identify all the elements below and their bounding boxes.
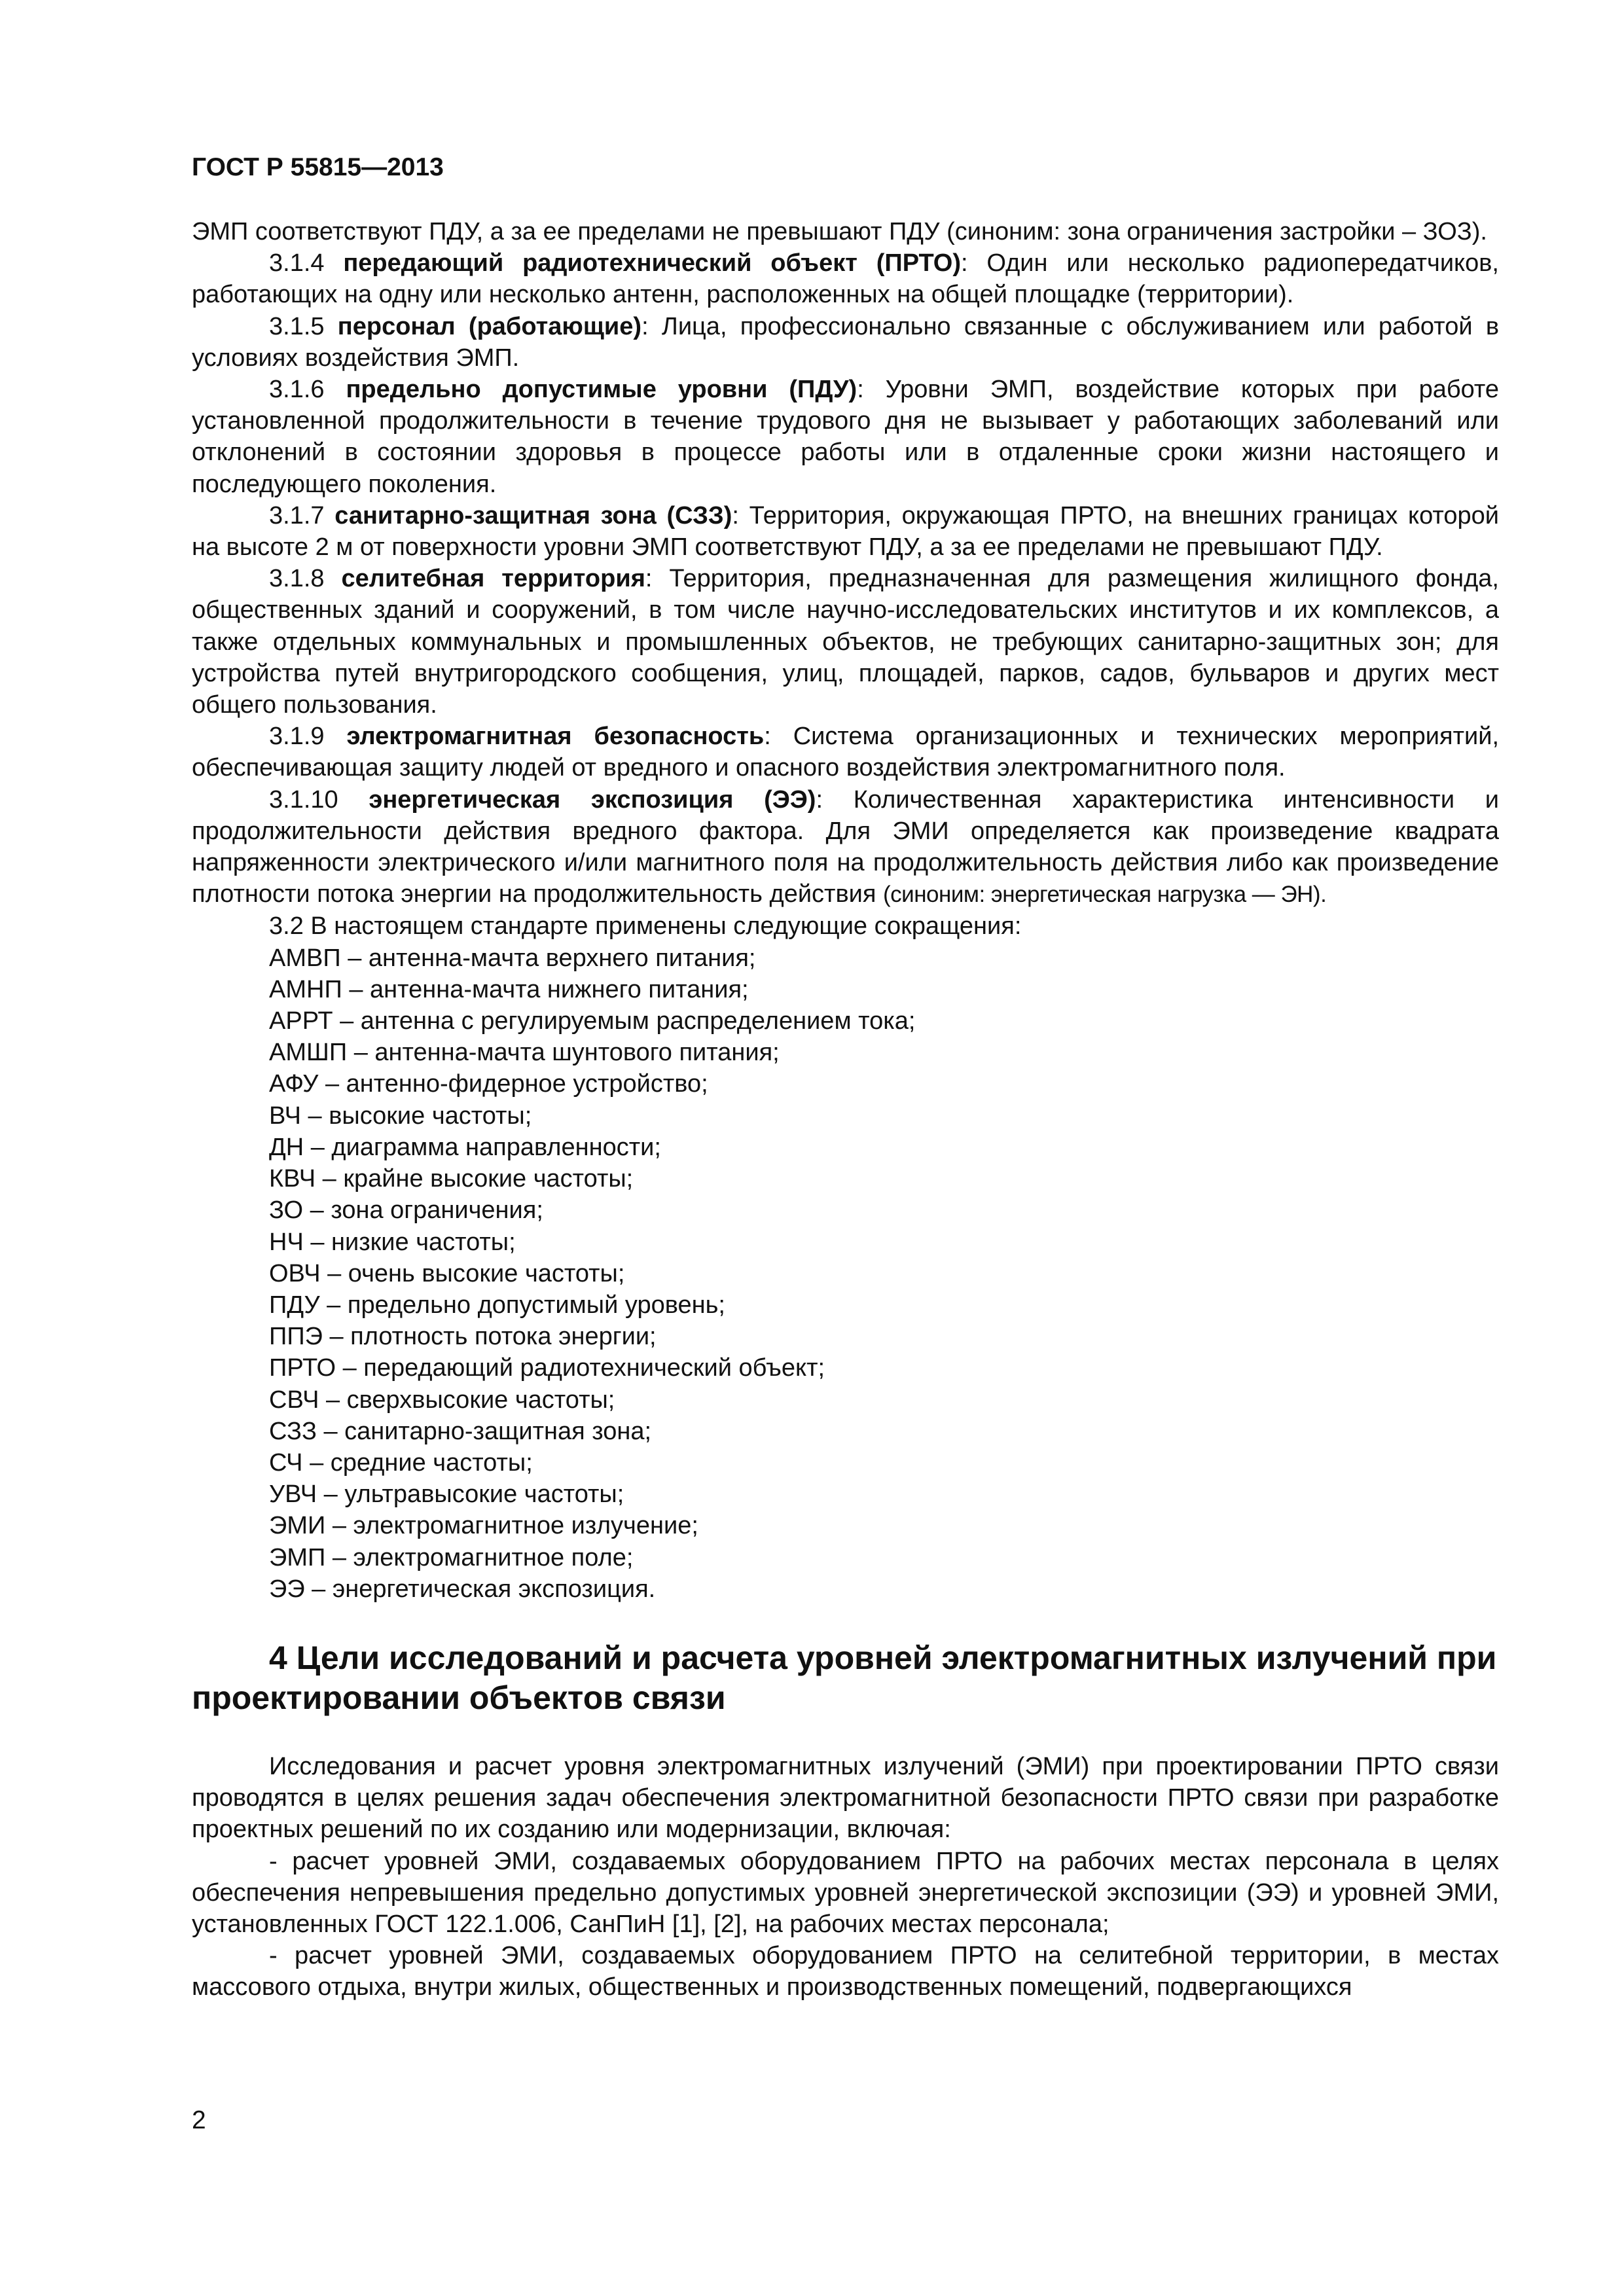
definition-text: : Количественная характеристика интенсивности и продолжительности действия вредного фактора. Для ЭМИ определяется как произведение квадрата напряженности электрического и/или магнитного поля на продолжительность действия либо как произведение плотности потока энергии на продолжительность действия (192, 785, 1499, 908)
abbreviation-item: ППЭ – плотность потока энергии; (269, 1323, 657, 1351)
definition-3-1-7 (192, 500, 1499, 563)
definition-term: селитебная территория (341, 565, 645, 593)
abbreviation-item: АМНП – антенна-мачта нижнего питания; (269, 975, 749, 1003)
definition-term: предельно допустимые уровни (ПДУ) (346, 376, 857, 404)
definition-3-1-9 (192, 721, 1499, 783)
section-4-paragraph: - расчет уровней ЭМИ, создаваемых оборудованием ПРТО на селитебной территории, в местах массового отдыха, внутри жилых, общественных и производственных помещений, подвергающихся (192, 1942, 1499, 2001)
definition-3-1-8 (192, 563, 1499, 721)
abbreviation-item: ЭМП – электромагнитное поле; (269, 1543, 634, 1571)
section-4-title: 4 Цели исследований и расчета уровней электромагнитных излучений при проектировании объектов связи (192, 1639, 1497, 1716)
abbreviations-intro: 3.2 В настоящем стандарте применены следующие сокращения: (269, 912, 1022, 941)
abbreviation-item: ОВЧ – очень высокие частоты; (269, 1259, 625, 1287)
section-4-paragraph: - расчет уровней ЭМИ, создаваемых оборудованием ПРТО на рабочих местах персонала в целях обеспечения непревышения предельно допустимых уровней энергетической экспозиции (ЭЭ) и уровней ЭМИ, установленных ГОСТ 122.1.006, СанПиН [1], [2], на рабочих местах персонала; (192, 1847, 1499, 1938)
continuation-paragraph: ЭМП соответствуют ПДУ, а за ее пределами не превышают ПДУ (синоним: зона ограничения застройки – ЗОЗ). (192, 218, 1487, 245)
abbreviation-item: АМВП – антенна-мачта верхнего питания; (269, 944, 756, 972)
document-header: ГОСТ Р 55815—2013 (192, 153, 444, 181)
abbreviation-item: КВЧ – крайне высокие частоты; (269, 1165, 634, 1193)
definition-3-1-5 (192, 311, 1499, 374)
abbreviation-item: АРРТ – антенна с регулируемым распределением тока; (269, 1007, 916, 1035)
abbreviation-list (192, 942, 1499, 1605)
definition-number: 3.1.9 (269, 723, 347, 751)
definition-number: 3.1.5 (269, 312, 338, 340)
abbreviation-item: СВЧ – сверхвысокие частоты; (269, 1386, 615, 1414)
abbreviation-item: АФУ – антенно-фидерное устройство; (269, 1070, 708, 1098)
definition-number: 3.1.6 (269, 376, 346, 404)
definition-text: : Территория, предназначенная для размещения жилищного фонда, общественных зданий и сооружений, в том числе научно-исследовательских институтов и их комплексов, а также отдельных коммунальных и промышленных объектов, не требующих санитарно-защитных зон; для устройства путей внутригородского сообщения, улиц, площадей, парков, садов, бульваров и других мест общего пользования. (192, 565, 1499, 719)
definition-term: персонал (работающие) (337, 312, 642, 340)
definition-3-1-10 (192, 784, 1499, 911)
definition-3-1-6 (192, 374, 1499, 500)
abbreviation-item: НЧ – низкие частоты; (269, 1228, 516, 1256)
abbreviation-item: ЭМИ – электромагнитное излучение; (269, 1512, 698, 1540)
abbreviation-item: СЧ – средние частоты; (269, 1448, 533, 1477)
definition-term: электромагнитная безопасность (346, 723, 765, 751)
definition-text: : Один или несколько радиопередатчиков, работающих на одну или несколько антенн, расположенных на общей площадке (территории). (192, 249, 1499, 309)
abbreviation-item: ПРТО – передающий радиотехнический объект; (269, 1354, 825, 1382)
definition-number: 3.1.4 (269, 249, 344, 278)
document-body (192, 216, 1499, 2003)
page-number: 2 (192, 2106, 206, 2134)
abbreviation-item: АМШП – антенна-мачта шунтового питания; (269, 1039, 780, 1067)
definition-text: : Система организационных и технических мероприятий, обеспечивающая защиту людей от вредного и опасного воздействия электромагнитного поля. (192, 723, 1500, 782)
abbreviation-item: ЭЭ – энергетическая экспозиция. (269, 1575, 656, 1603)
definition-number: 3.1.8 (269, 565, 342, 593)
definition-number: 3.1.10 (269, 785, 369, 814)
definition-number: 3.1.7 (269, 501, 335, 529)
definition-text: : Лица, профессионально связанные с обслуживанием или работой в условиях воздействия ЭМП. (192, 312, 1500, 372)
abbreviation-item: УВЧ – ультравысокие частоты; (269, 1480, 624, 1509)
abbreviation-item: ЗО – зона ограничения; (269, 1196, 543, 1225)
definition-synonym: (синоним: энергетическая нагрузка — ЭН). (883, 882, 1327, 908)
definition-text: : Уровни ЭМП, воздействие которых при работе установленной продолжительности в течение трудового дня не вызывает у работающих заболеваний или отклонений в состоянии здоровья в процессе работы или в отдаленные сроки жизни настоящего и последующего поколения. (192, 376, 1500, 498)
abbreviation-item: ПДУ – предельно допустимый уровень; (269, 1291, 725, 1319)
section-4-paragraph: Исследования и расчет уровня электромагнитных излучений (ЭМИ) при проектировании ПРТО связи проводятся в целях решения задач обеспечения электромагнитной безопасности ПРТО связи при разработке проектных решений по их созданию или модернизации, включая: (192, 1752, 1499, 1844)
definition-term: санитарно-защитная зона (СЗЗ) (334, 501, 732, 529)
abbreviation-item: ДН – диаграмма направленности; (269, 1133, 661, 1161)
abbreviation-item: ВЧ – высокие частоты; (269, 1102, 532, 1130)
definition-3-1-4 (192, 247, 1499, 310)
abbreviation-item: СЗЗ – санитарно-защитная зона; (269, 1417, 652, 1445)
definition-term: энергетическая экспозиция (ЭЭ) (369, 785, 816, 814)
definition-text: : Территория, окружающая ПРТО, на внешних границах которой на высоте 2 м от поверхности уровни ЭМП соответствуют ПДУ, а за ее пределами не превышают ПДУ. (192, 501, 1500, 562)
definition-term: передающий радиотехнический объект (ПРТО) (343, 249, 962, 278)
